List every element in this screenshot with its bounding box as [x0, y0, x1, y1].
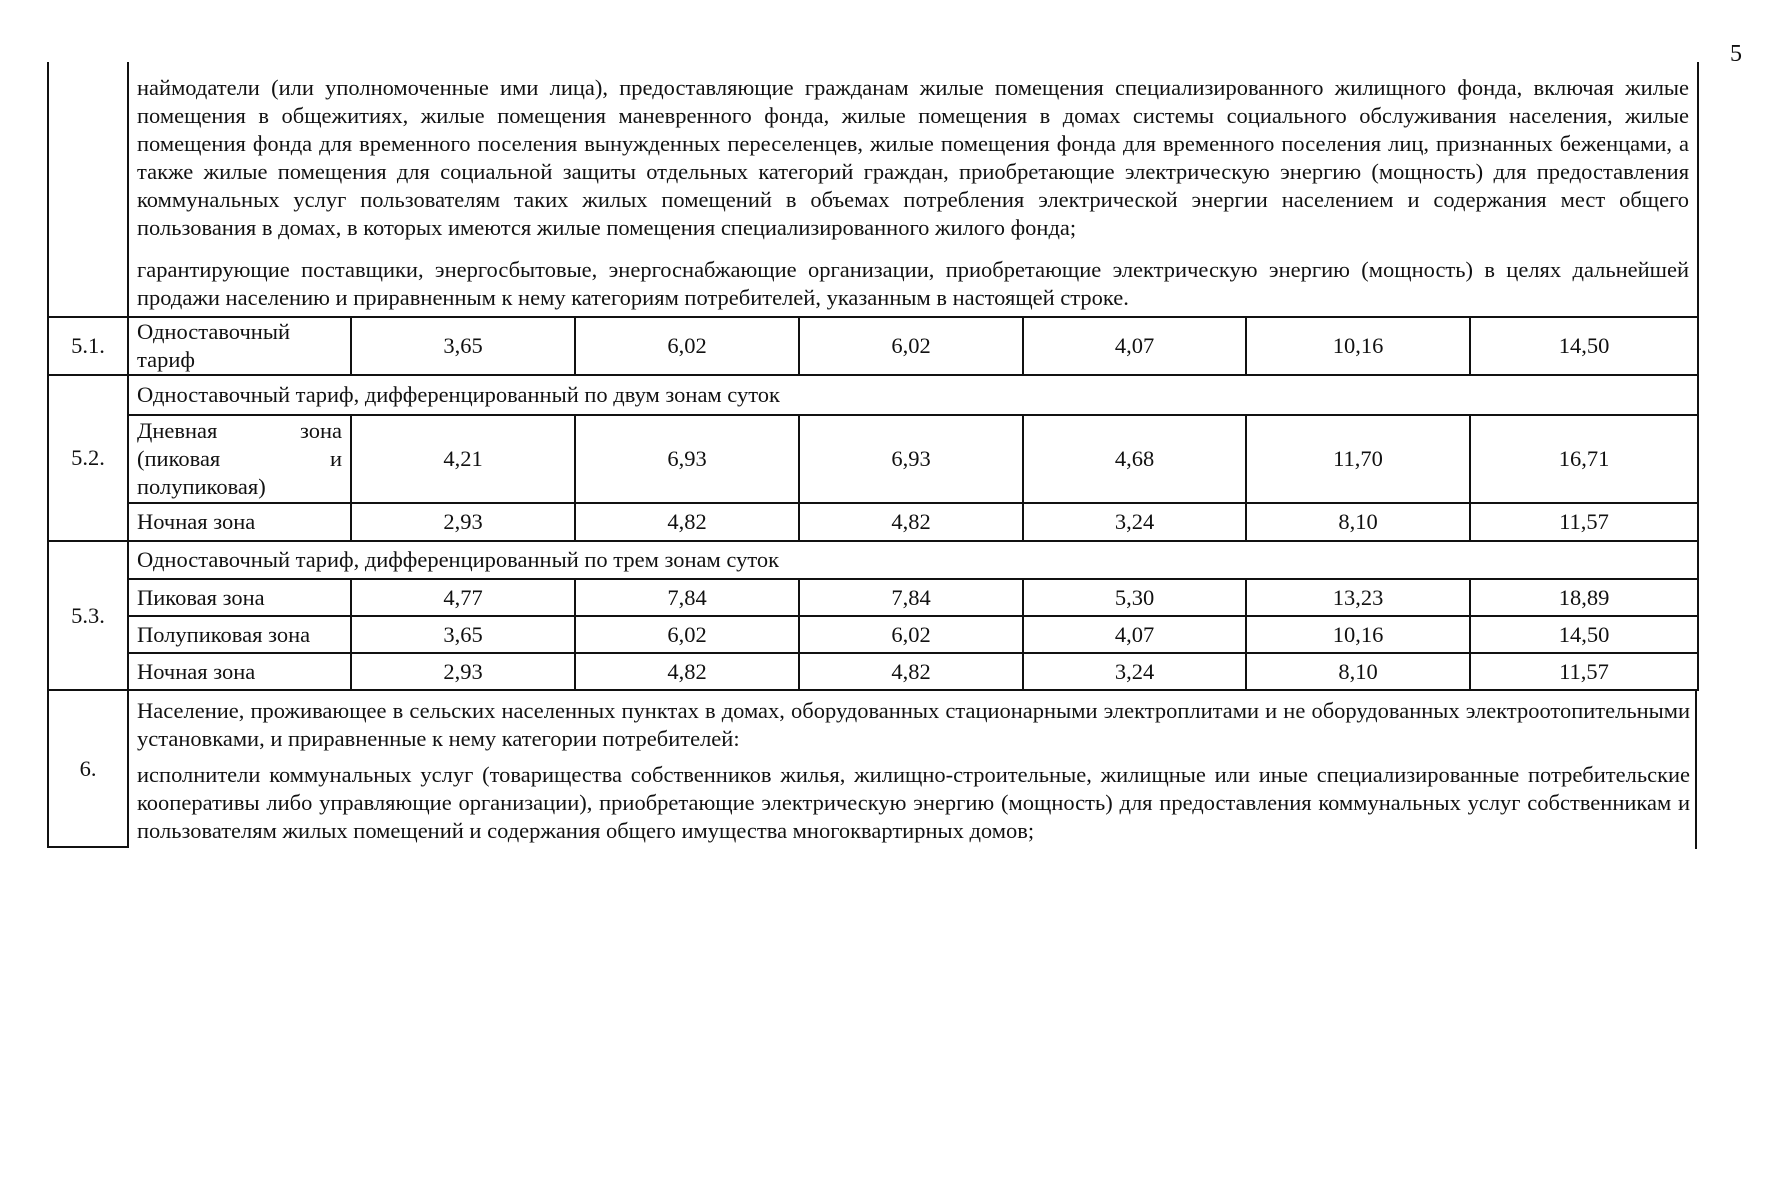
value-cell: 8,10 — [1246, 503, 1470, 541]
row-number: 5.1. — [48, 317, 128, 375]
value-cell: 13,23 — [1246, 579, 1470, 616]
row-5-3-header — [48, 541, 1698, 579]
value-cell: 6,93 — [799, 415, 1023, 503]
table-right-edge — [1695, 690, 1697, 849]
zone-label-line: (пиковая и — [137, 446, 342, 471]
zone-label-peak: Пиковая зона — [128, 579, 351, 616]
row-number: 5.2. — [48, 375, 128, 541]
row-number: 6. — [48, 690, 128, 847]
value-cell: 18,89 — [1470, 579, 1698, 616]
tariff-label: Одноставочный тариф — [128, 317, 351, 375]
value-cell: 6,02 — [799, 616, 1023, 653]
value-cell: 4,07 — [1023, 616, 1246, 653]
value-cell: 11,57 — [1470, 503, 1698, 541]
value-cell: 4,82 — [799, 653, 1023, 690]
intro-text-cell — [128, 62, 1698, 317]
row-5-3-semipeak — [48, 616, 1698, 653]
value-cell: 4,21 — [351, 415, 575, 503]
subsection-header: Одноставочный тариф, дифференцированный по трем зонам суток — [128, 541, 1698, 579]
value-cell: 4,82 — [575, 503, 799, 541]
value-cell: 10,16 — [1246, 317, 1470, 375]
row-number: 5.3. — [48, 541, 128, 690]
subsection-header: Одноставочный тариф, дифференцированный по двум зонам суток — [128, 375, 1698, 415]
value-cell: 11,70 — [1246, 415, 1470, 503]
row-6-paragraph-2: исполнители коммунальных услуг (товарищества собственников жилья, жилищно-строительные, жилищные или иные специализированные потребительские кооперативы либо управляющие организации), приобретающие электрическую энергию (мощность) для предоставления коммунальных услуг собственникам и пользователям жилых помещений и содержания общего имущества многоквартирных домов; — [137, 762, 1691, 843]
value-cell: 14,50 — [1470, 616, 1698, 653]
value-cell: 4,82 — [575, 653, 799, 690]
intro-num-cell — [48, 62, 128, 317]
zone-label-line: Дневная зона — [137, 418, 342, 443]
value-cell: 14,50 — [1470, 317, 1698, 375]
value-cell: 2,93 — [351, 653, 575, 690]
row-6-paragraph-1: Население, проживающее в сельских населенных пунктах в домах, оборудованных стационарными электроплитами и не оборудованных электроотопительными установками, и приравненные к нему категории потребителей: — [137, 698, 1691, 751]
row-5-2-night — [48, 503, 1698, 541]
row-5-3-night — [48, 653, 1698, 690]
tariff-table-frame — [47, 62, 1697, 848]
intro-paragraph-1: наймодатели (или уполномоченные ими лица), предоставляющие гражданам жилые помещения специализированного жилищного фонда, включая жилые помещения в общежитиях, жилые помещения маневренного фонда, жилые помещения в домах системы социального обслуживания населения, жилые помещения фонда для временного поселения вынужденных переселенцев, жилые помещения фонда для временного поселения лиц, признанных беженцами, а также жилые помещения для социальной защиты отдельных категорий граждан, приобретающие электрическую энергию (мощность) для предоставления коммунальных услуг пользователям таких жилых помещений в объемах потребления электрической энергии населением и содержания мест общего пользования в домах, в которых имеются жилые помещения специализированного жилого фонда; — [137, 75, 1690, 240]
value-cell: 6,02 — [799, 317, 1023, 375]
value-cell: 7,84 — [799, 579, 1023, 616]
row-5-2-day — [48, 415, 1698, 503]
value-cell: 7,84 — [575, 579, 799, 616]
value-cell: 5,30 — [1023, 579, 1246, 616]
value-cell: 4,82 — [799, 503, 1023, 541]
intro-row — [48, 62, 1698, 317]
row-6 — [48, 690, 1698, 847]
row-5-3-peak — [48, 579, 1698, 616]
value-cell: 4,77 — [351, 579, 575, 616]
value-cell: 16,71 — [1470, 415, 1698, 503]
value-cell: 6,93 — [575, 415, 799, 503]
value-cell: 3,65 — [351, 616, 575, 653]
value-cell: 2,93 — [351, 503, 575, 541]
value-cell: 3,24 — [1023, 503, 1246, 541]
intro-paragraph-2: гарантирующие поставщики, энергосбытовые, энергоснабжающие организации, приобретающие электрическую энергию (мощность) в целях дальнейшей продажи населению и приравненным к нему категориям потребителей, указанным в настоящей строке. — [137, 257, 1690, 310]
value-cell: 6,02 — [575, 317, 799, 375]
page-number: 5 — [1730, 41, 1742, 67]
value-cell: 3,24 — [1023, 653, 1246, 690]
value-cell: 3,65 — [351, 317, 575, 375]
zone-label-semipeak: Полупиковая зона — [128, 616, 351, 653]
zone-label-night: Ночная зона — [128, 653, 351, 690]
value-cell: 4,68 — [1023, 415, 1246, 503]
row-6-text-cell — [128, 690, 1698, 847]
tariff-table — [47, 62, 1699, 848]
value-cell: 10,16 — [1246, 616, 1470, 653]
zone-label-line: полупиковая) — [137, 474, 266, 499]
value-cell: 8,10 — [1246, 653, 1470, 690]
row-5-2-header — [48, 375, 1698, 415]
value-cell: 11,57 — [1470, 653, 1698, 690]
row-5-1 — [48, 317, 1698, 375]
zone-label-day — [128, 415, 351, 503]
value-cell: 6,02 — [575, 616, 799, 653]
value-cell: 4,07 — [1023, 317, 1246, 375]
zone-label-night: Ночная зона — [128, 503, 351, 541]
